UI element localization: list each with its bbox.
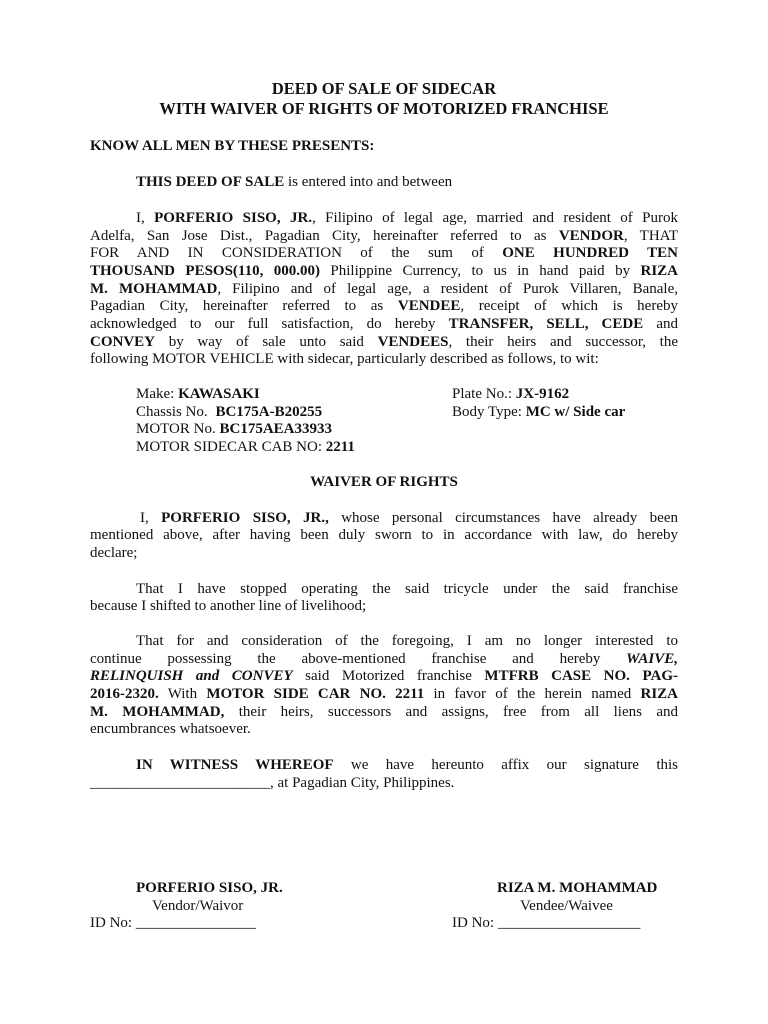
witness-emph: IN WITNESS WHEREOF [136, 757, 334, 773]
para3-line1: That I have stopped operating the said tricycle under the said franchise [136, 581, 678, 597]
para1-line2 [90, 228, 678, 246]
para4-line1: That for and consideration of the foregoing, I am no longer interested to [136, 633, 678, 649]
para1-line6 [90, 298, 678, 316]
vehicle-body [452, 404, 678, 422]
para1-l7a: acknowledged to our full satisfaction, do hereby [90, 316, 449, 332]
opening-text: KNOW ALL MEN BY THESE PRESENTS: [90, 138, 375, 154]
vehicle-motor [136, 421, 436, 439]
vendor-id-line: ID No: ________________ [90, 915, 256, 931]
witness-line2: ________________________, at Pagadian City, Philippines. [90, 775, 455, 791]
para1-line1 [136, 210, 678, 228]
para4-l3b: said Motorized franchise [292, 668, 485, 684]
waive-term: WAIVE, [626, 651, 678, 667]
body-label: Body Type: [452, 404, 526, 420]
vendee-name-inline-3: RIZA [640, 686, 678, 702]
para1-line8 [90, 334, 678, 352]
waiver-heading-text: WAIVER OF RIGHTS [310, 474, 458, 490]
para2-l1a: I, [140, 510, 162, 526]
para1-l2a: Adelfa, San Jose Dist., Pagadian City, hereinafter referred to as [90, 228, 559, 244]
transfer-terms: TRANSFER, SELL, CEDE [448, 316, 644, 332]
vehicle-plate [452, 386, 678, 404]
para2-l1c: whose personal circumstances have already been [328, 510, 678, 526]
para4-l5b: their heirs, successors and assigns, free from all liens and [224, 704, 678, 720]
body-value: MC w/ Side car [525, 404, 626, 420]
para1-line5 [90, 281, 678, 299]
motor-label: MOTOR No. [136, 421, 220, 437]
intro-line [136, 174, 678, 192]
para1-l1a: I, [136, 210, 155, 226]
vendee-signature-role: Vendee/Waivee [520, 898, 613, 914]
para2-line3: declare; [90, 545, 138, 561]
para1-line4 [90, 263, 678, 281]
vehicle-cab [136, 439, 436, 457]
make-label: Make: [136, 386, 179, 402]
para1-l6a: Pagadian City, hereinafter referred to as [90, 298, 398, 314]
chassis-value: BC175A-B20255 [215, 404, 323, 420]
para1-line9: following MOTOR VEHICLE with sidecar, particularly described as follows, to wit: [90, 351, 599, 367]
motor-value: BC175AEA33933 [219, 421, 332, 437]
para4-line5 [90, 704, 678, 722]
price-words-1: ONE HUNDRED TEN [502, 245, 678, 261]
price-words-2: THOUSAND PESOS(110, 000.00) [90, 263, 320, 279]
para1-l2c: , THAT [623, 228, 678, 244]
vendee-name-inline-4: M. MOHAMMAD, [90, 704, 225, 720]
para1-l1c: , Filipino of legal age, married and resident of Purok [312, 210, 678, 226]
para1-line7 [90, 316, 678, 334]
vendee-name-inline-1: RIZA [640, 263, 678, 279]
para1-l4b: Philippine Currency, to us in hand paid by [320, 263, 641, 279]
para1-line3 [90, 245, 678, 263]
vendor-name-inline: PORFERIO SISO, JR. [154, 210, 313, 226]
document-title-line1: DEED OF SALE OF SIDECAR [271, 79, 497, 98]
vehicle-chassis [136, 404, 436, 422]
para2-line2: mentioned above, after having been duly sworn to in accordance with law, do hereby [90, 527, 678, 543]
para1-l8b: by way of sale unto said [155, 334, 378, 350]
para1-l7c: and [643, 316, 678, 332]
para1-l5b: , Filipino and of legal age, a resident of Purok Villaren, Banale, [217, 281, 678, 297]
vendor-signature-name: PORFERIO SISO, JR. [136, 880, 283, 896]
para4-l2a: continue possessing the above-mentioned franchise and hereby [90, 651, 627, 667]
make-value: KAWASAKI [178, 386, 260, 402]
intro-emph: THIS DEED OF SALE [136, 174, 285, 190]
intro-rest: is entered into and between [284, 174, 453, 190]
plate-value: JX-9162 [515, 386, 570, 402]
para4-line2 [90, 651, 678, 669]
waiver-heading [90, 474, 678, 492]
waivor-name-inline: PORFERIO SISO, JR., [161, 510, 329, 526]
vendee-id-line: ID No: ___________________ [452, 915, 641, 931]
para1-l3a: FOR AND IN CONSIDERATION of the sum of [90, 245, 503, 261]
case-number-1: MTFRB CASE NO. PAG- [484, 668, 678, 684]
vendees-term: VENDEES [377, 334, 449, 350]
para4-l4b: With [158, 686, 207, 702]
document-title-line2: WITH WAIVER OF RIGHTS OF MOTORIZED FRANCHISE [159, 99, 609, 118]
vendor-term: VENDOR [558, 228, 624, 244]
para4-line6: encumbrances whatsoever. [90, 721, 251, 737]
para1-l6c: , receipt of which is hereby [460, 298, 678, 314]
para4-line3 [90, 668, 678, 686]
chassis-label: Chassis No. [136, 404, 212, 420]
para4-l4d: in favor of the herein named [424, 686, 641, 702]
plate-label: Plate No.: [452, 386, 516, 402]
relinquish-term: RELINQUISH and CONVEY [90, 668, 293, 684]
vendor-signature-role: Vendor/Waivor [152, 898, 244, 914]
para2-line1 [140, 510, 678, 528]
vendee-signature-name: RIZA M. MOHAMMAD [497, 880, 658, 896]
witness-line1 [136, 757, 678, 775]
para4-line4 [90, 686, 678, 704]
para3-line2: because I shifted to another line of livelihood; [90, 598, 367, 614]
vendee-name-inline-2: M. MOHAMMAD [90, 281, 218, 297]
cab-value: 2211 [325, 439, 355, 455]
sidecar-number: MOTOR SIDE CAR NO. 2211 [206, 686, 425, 702]
vendee-term: VENDEE [397, 298, 461, 314]
witness-rest: we have hereunto affix our signature this [333, 757, 678, 773]
case-number-2: 2016-2320. [90, 686, 159, 702]
cab-label: MOTOR SIDECAR CAB NO: [136, 439, 326, 455]
opening-line [90, 138, 678, 156]
convey-term: CONVEY [90, 334, 156, 350]
para1-l8d: , their heirs and successor, the [448, 334, 678, 350]
vehicle-make [136, 386, 436, 404]
